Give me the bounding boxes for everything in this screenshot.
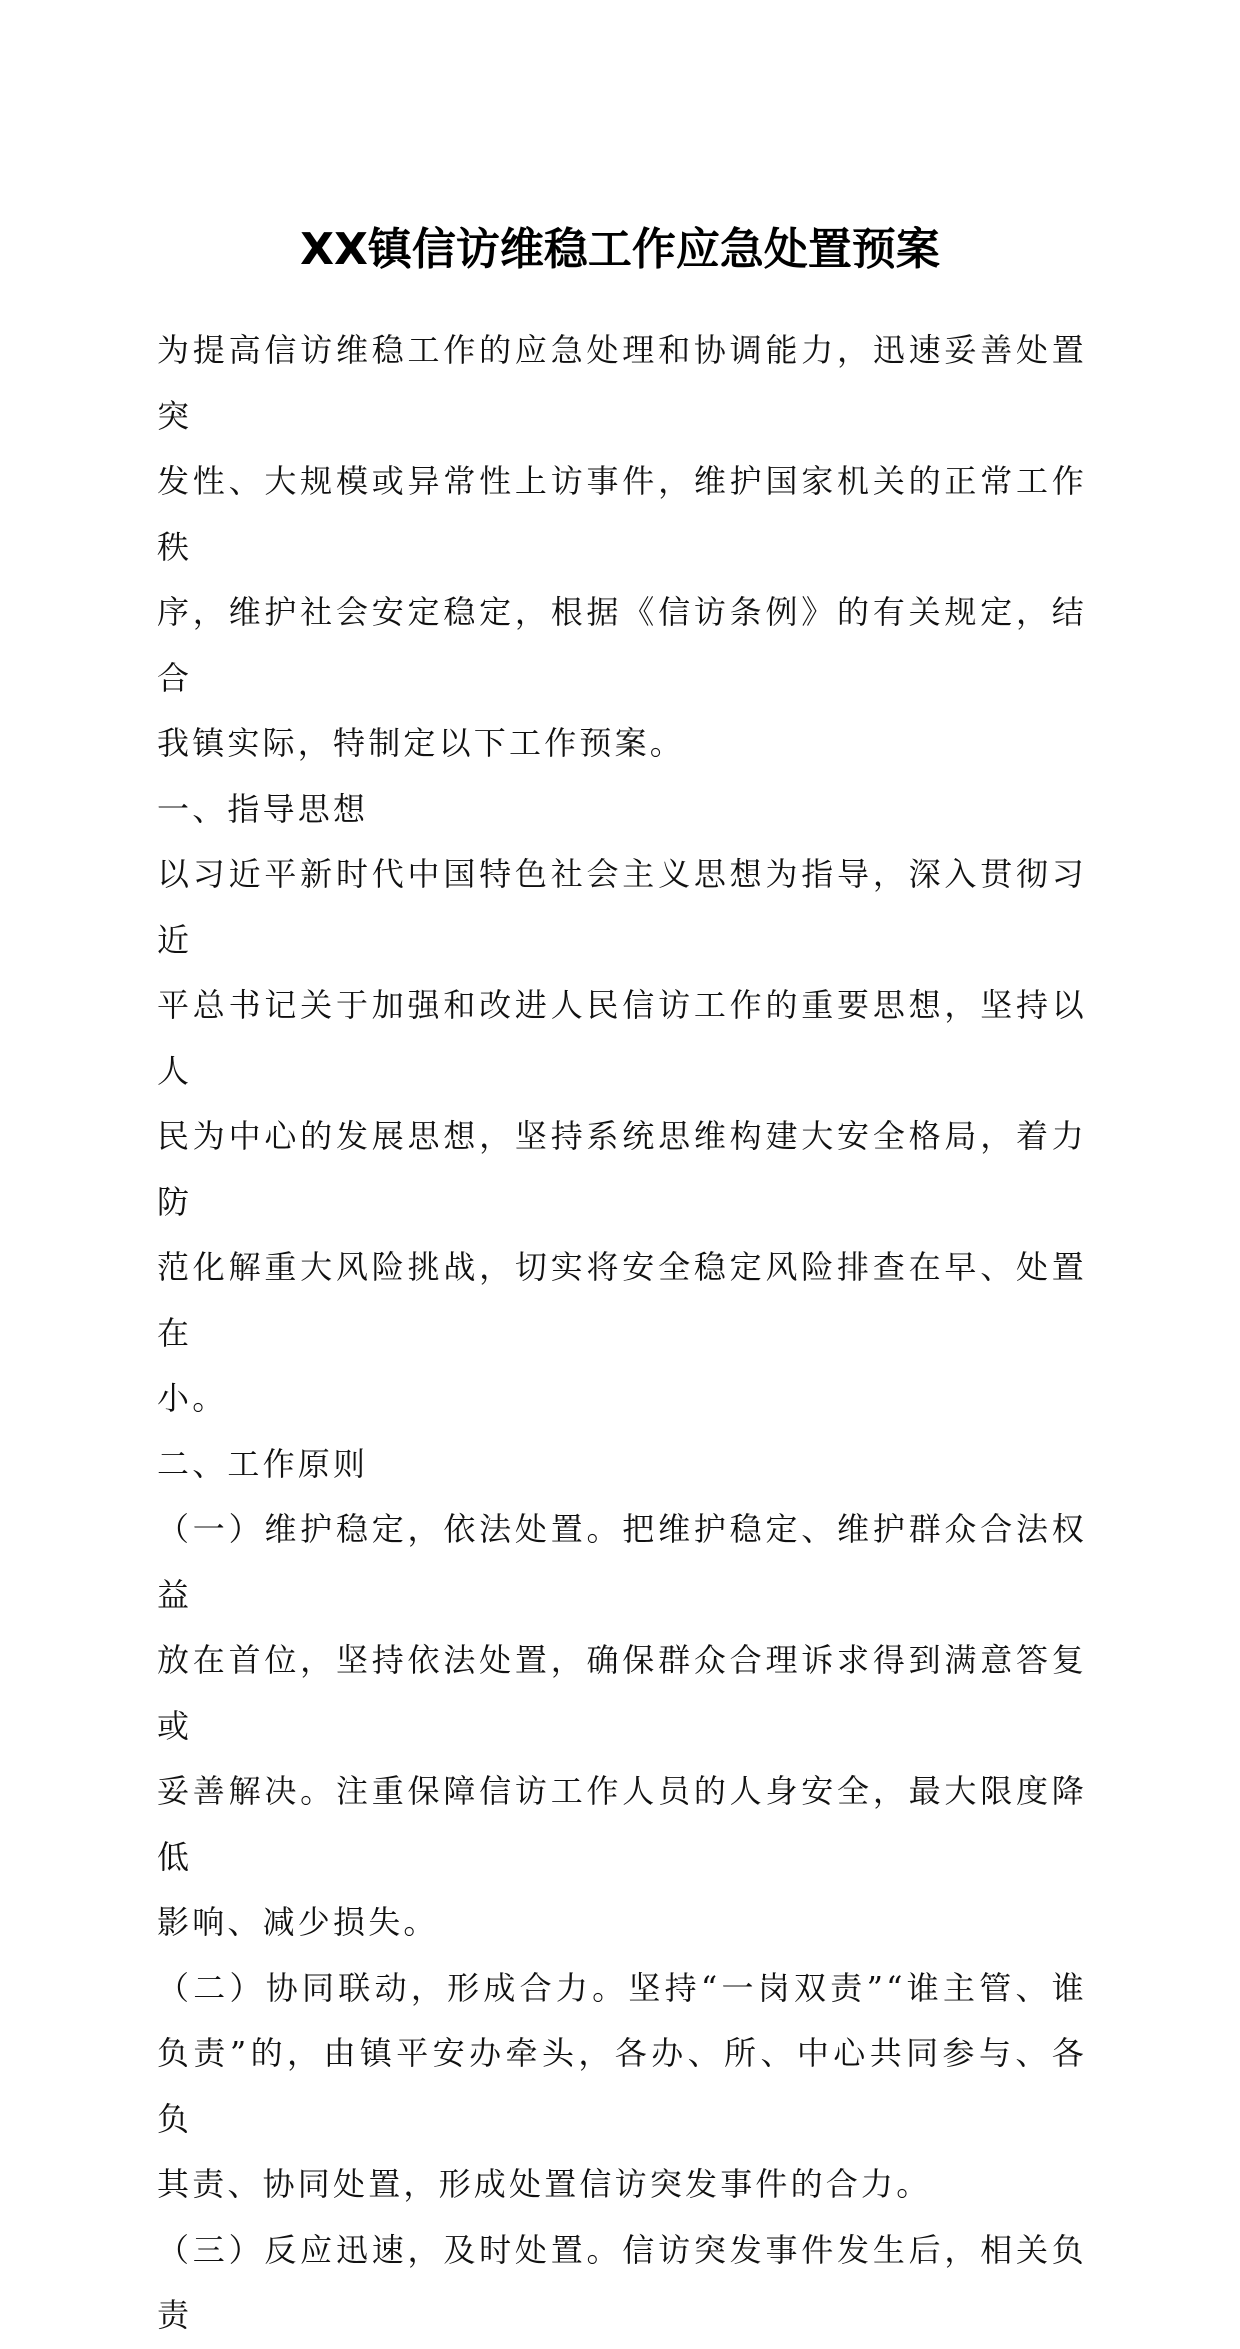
body-line: 我镇实际，特制定以下工作预案。 <box>157 724 686 762</box>
body-line: 妥善解决。注重保障信访工作人员的人身安全，最大限度降低 <box>157 1772 1087 1876</box>
body-line: 负责”的，由镇平安办牵头，各办、所、中心共同参与、各负 <box>157 2034 1087 2138</box>
body-line: （二）协同联动，形成合力。坚持“一岗双责”“谁主管、谁 <box>157 1968 1087 2007</box>
body-line: 放在首位，坚持依法处置，确保群众合理诉求得到满意答复或 <box>157 1641 1087 1745</box>
body-line: 发性、大规模或异常性上访事件，维护国家机关的正常工作秩 <box>157 462 1087 566</box>
body-line: 序，维护社会安定稳定，根据《信访条例》的有关规定，结合 <box>157 593 1087 697</box>
body-line: 民为中心的发展思想，坚持系统思维构建大安全格局，着力防 <box>157 1117 1087 1221</box>
document-title: XX镇信访维稳工作应急处置预案 <box>300 224 940 275</box>
body-line: 范化解重大风险挑战，切实将安全稳定风险排查在早、处置在 <box>157 1248 1087 1352</box>
body-line: （三）反应迅速，及时处置。信访突发事件发生后，相关负责 <box>157 2230 1087 2334</box>
body-line: 影响、减少损失。 <box>157 1903 439 1941</box>
document-body <box>157 318 1087 2349</box>
body-line: 为提高信访维稳工作的应急处理和协调能力，迅速妥善处置突 <box>157 331 1087 435</box>
body-line: 平总书记关于加强和改进人民信访工作的重要思想，坚持以人 <box>157 986 1087 1090</box>
body-line: 其责、协同处置，形成处置信访突发事件的合力。 <box>157 2165 932 2203</box>
body-line: （一）维护稳定，依法处置。把维护稳定、维护群众合法权益 <box>157 1510 1087 1614</box>
section-heading: 二、工作原则 <box>157 1444 369 1483</box>
section-heading: 一、指导思想 <box>157 789 369 828</box>
body-line: 以习近平新时代中国特色社会主义思想为指导，深入贯彻习近 <box>157 855 1087 959</box>
body-line: 小。 <box>157 1379 228 1417</box>
